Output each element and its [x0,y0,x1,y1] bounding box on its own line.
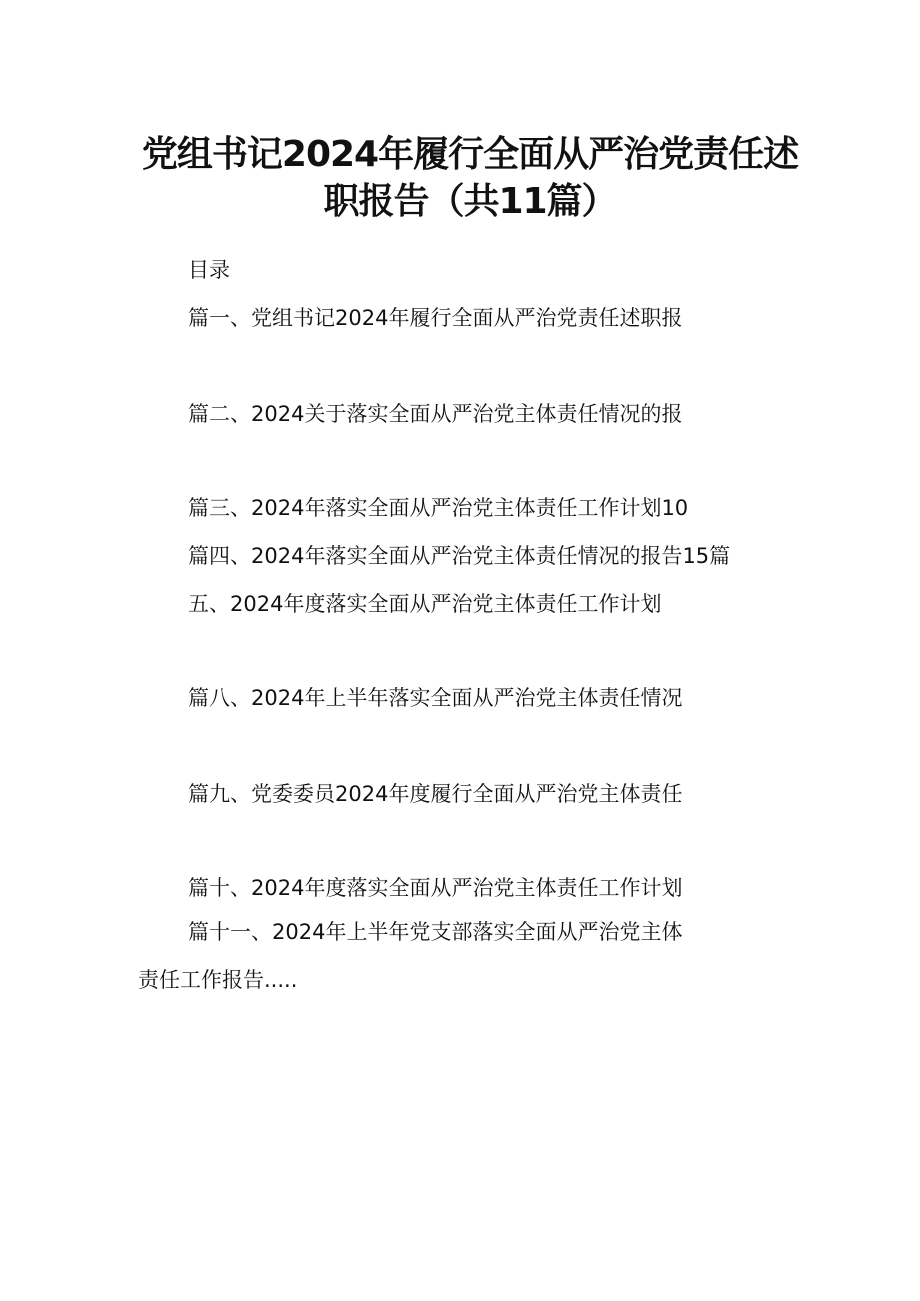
document-title-line-2: 职报告（共11篇） [323,181,617,222]
toc-item-9-continued: 责任工作报告..... [138,968,298,992]
toc-item-6: 篇八、2024年上半年落实全面从严治党主体责任情况 [188,686,683,710]
toc-item-1: 篇一、党组书记2024年履行全面从严治党责任述职报 [188,306,683,330]
toc-item-2: 篇二、2024关于落实全面从严治党主体责任情况的报 [188,402,683,426]
toc-item-9: 篇十一、2024年上半年党支部落实全面从严治党主体 [188,920,683,944]
toc-item-8: 篇十、2024年度落实全面从严治党主体责任工作计划 [188,876,683,900]
toc-item-3: 篇三、2024年落实全面从严治党主体责任工作计划10 [188,496,689,520]
document-title-line-1: 党组书记2024年履行全面从严治党责任述 [141,134,799,175]
toc-item-5: 五、2024年度落实全面从严治党主体责任工作计划 [188,592,662,616]
toc-heading: 目录 [188,258,230,282]
toc-item-4: 篇四、2024年落实全面从严治党主体责任情况的报告15篇 [188,544,731,568]
toc-item-7: 篇九、党委委员2024年度履行全面从严治党主体责任 [188,782,683,806]
